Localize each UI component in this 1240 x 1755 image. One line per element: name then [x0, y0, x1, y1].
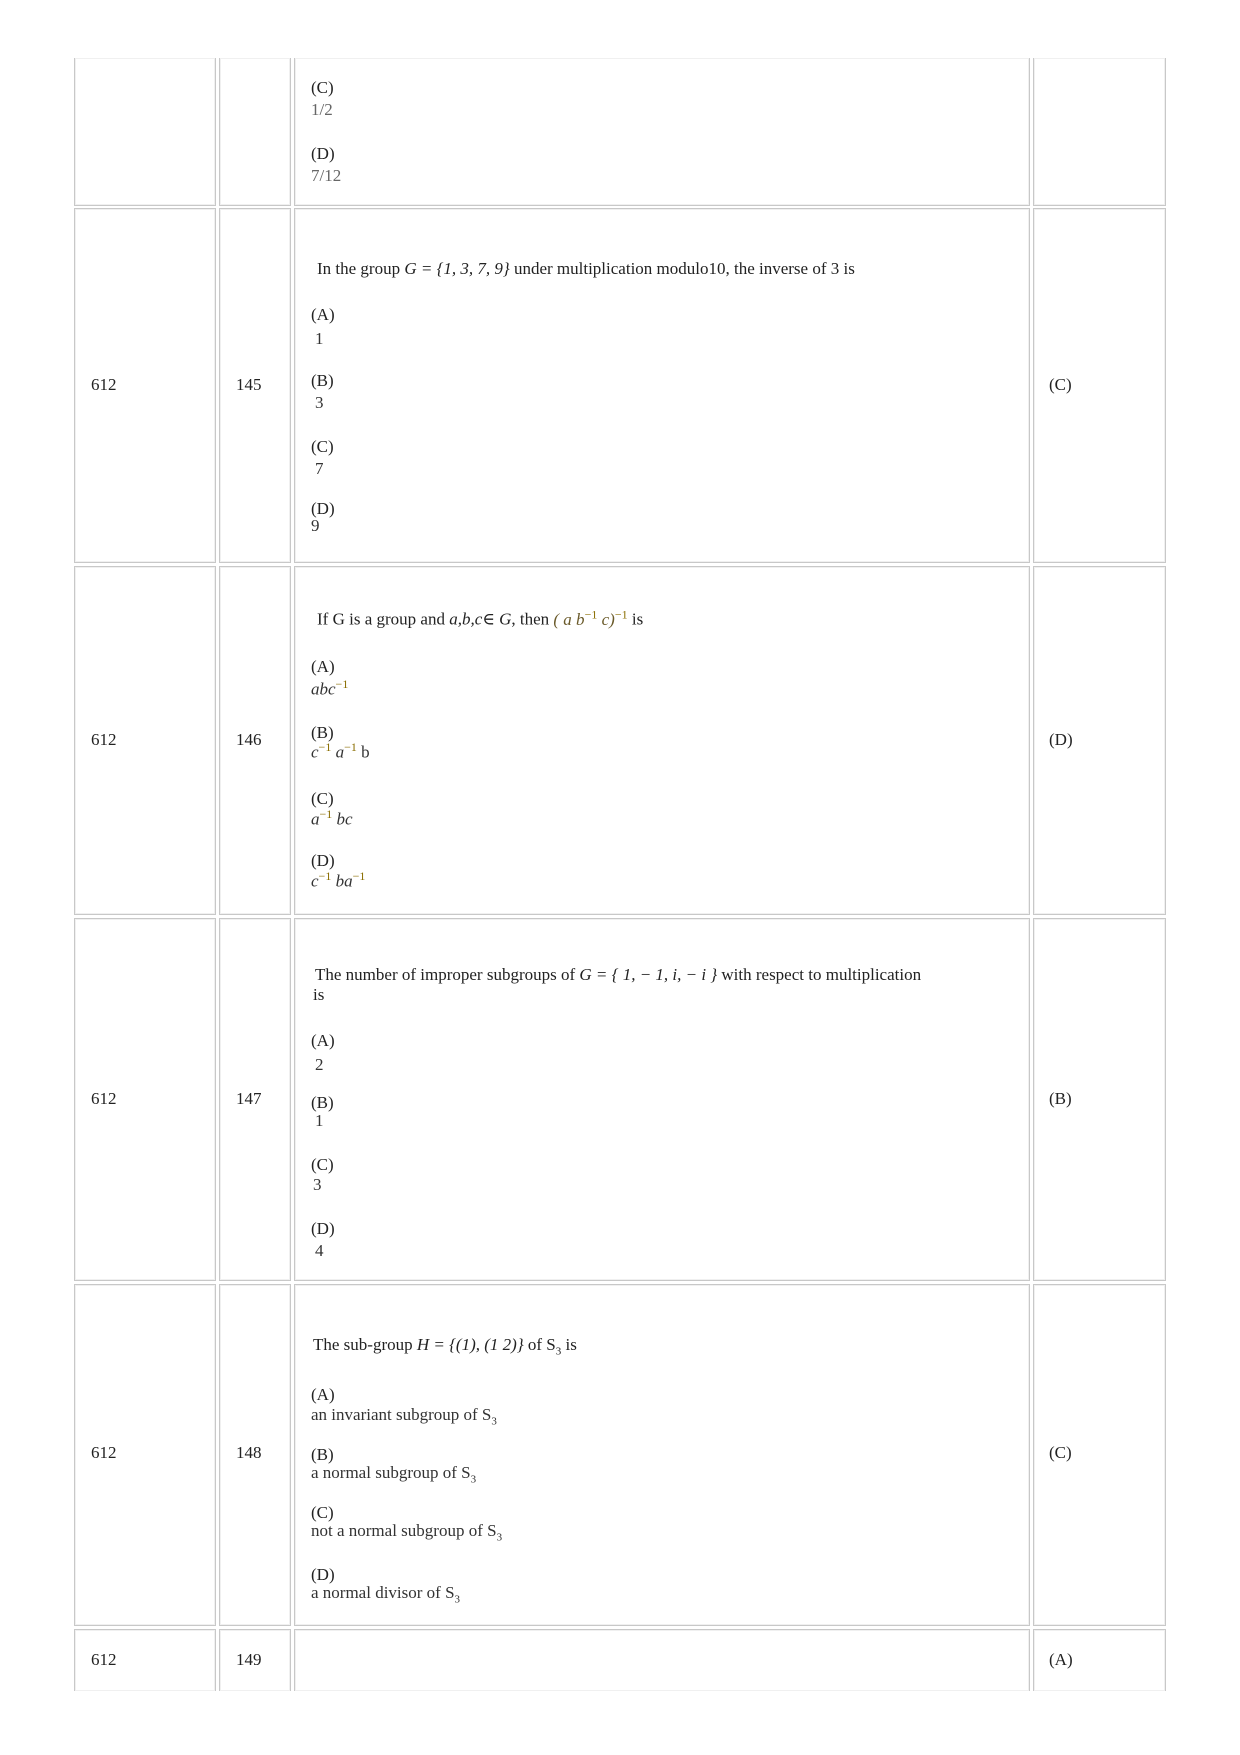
option-label: (C) — [311, 789, 334, 808]
row149-question-cell — [294, 1629, 1030, 1691]
row148-code-cell — [74, 1284, 216, 1626]
value-part: ba — [335, 871, 353, 891]
row146-code-cell — [74, 566, 216, 915]
option-value — [311, 1521, 502, 1543]
option-label: (C) — [311, 1503, 334, 1522]
row147-question-cell — [294, 918, 1030, 1281]
value-part: a normal subgroup of S — [311, 1463, 471, 1482]
row148-answer-cell — [1033, 1284, 1166, 1626]
value-sup: −1 — [319, 807, 333, 821]
option-value: 1/2 — [311, 100, 333, 119]
row145-question-cell — [294, 208, 1030, 563]
question-number: 148 — [236, 1443, 262, 1462]
option-value: 1 — [315, 1111, 324, 1130]
value-part: abc — [311, 679, 336, 699]
question-code: 612 — [91, 375, 117, 394]
question-pre: If G is a group and — [317, 609, 445, 629]
question-math: G = { 1, − 1, i, − i } — [579, 965, 718, 984]
row145-number-cell — [219, 208, 291, 563]
value-part: an invariant subgroup of S — [311, 1405, 492, 1424]
question-text — [313, 1335, 577, 1357]
option-value: 3 — [313, 1175, 322, 1194]
value-sup: −1 — [318, 869, 332, 883]
question-mid: , then — [511, 609, 550, 629]
question-sub: 3 — [555, 1345, 562, 1358]
row147-code-cell — [74, 918, 216, 1281]
question-code: 612 — [91, 1650, 117, 1669]
option-value — [311, 1405, 497, 1427]
answer-key: (C) — [1049, 1443, 1072, 1462]
question-math: H = {(1), (1 2)} — [416, 1335, 524, 1354]
option-value — [311, 869, 365, 892]
row149-answer-cell — [1033, 1629, 1166, 1691]
question-line2: is — [313, 985, 325, 1004]
question-pre: The number of improper subgroups of — [315, 965, 576, 984]
question-text — [317, 607, 643, 630]
value-part: a normal divisor of S — [311, 1583, 455, 1602]
question-code: 612 — [91, 730, 117, 749]
answer-key: (C) — [1049, 375, 1072, 394]
option-value: 1 — [315, 329, 324, 348]
value-part: b — [361, 742, 370, 762]
value-sub: 3 — [454, 1593, 461, 1606]
option-value: 2 — [315, 1055, 324, 1074]
row145-code-cell — [74, 208, 216, 563]
row149-code-cell — [74, 1629, 216, 1691]
question-number: 146 — [236, 730, 262, 749]
question-number: 147 — [236, 1089, 262, 1108]
question-pre: In the group — [317, 259, 401, 278]
question-number: 149 — [236, 1650, 262, 1669]
row0-answer-cell — [1033, 58, 1166, 206]
row148-question-cell — [294, 1284, 1030, 1626]
row0-number-cell — [219, 58, 291, 206]
row146-question-cell — [294, 566, 1030, 915]
option-value: 9 — [311, 516, 320, 535]
question-code: 612 — [91, 1443, 117, 1462]
option-label: (B) — [311, 1093, 334, 1112]
option-value — [311, 677, 348, 700]
row149-number-cell — [219, 1629, 291, 1691]
row0-code-cell — [74, 58, 216, 206]
value-sup: −1 — [352, 869, 366, 883]
expr-part: ( a b — [553, 609, 585, 629]
value-part: a — [335, 742, 345, 762]
row145-answer-cell — [1033, 208, 1166, 563]
question-code: 612 — [91, 1089, 117, 1108]
row146-number-cell — [219, 566, 291, 915]
expr-sup: −1 — [614, 607, 628, 621]
option-value: 7/12 — [311, 166, 342, 185]
question-text — [315, 965, 921, 985]
option-label: (C) — [311, 1155, 334, 1174]
option-label: (B) — [311, 723, 334, 742]
answer-key: (B) — [1049, 1089, 1072, 1108]
option-label: (B) — [311, 1445, 334, 1464]
question-math: a,b,c∈ G — [449, 609, 512, 629]
option-label: (A) — [311, 305, 335, 324]
answer-key: (A) — [1049, 1650, 1073, 1669]
question-post: of S — [527, 1335, 556, 1354]
option-value: 4 — [315, 1241, 324, 1260]
value-sup: −1 — [318, 740, 332, 754]
option-label: (A) — [311, 1385, 335, 1404]
option-label: (D) — [311, 499, 335, 518]
row0-question-cell — [294, 58, 1030, 206]
option-label: (B) — [311, 371, 334, 390]
value-part: bc — [336, 809, 353, 829]
expr-part: c) — [601, 609, 615, 629]
question-number: 145 — [236, 375, 262, 394]
row147-number-cell — [219, 918, 291, 1281]
option-label: (D) — [311, 851, 335, 870]
option-label: (C) — [311, 437, 334, 456]
value-sub: 3 — [470, 1473, 477, 1486]
question-expression — [553, 607, 628, 629]
question-post: with respect to multiplication — [721, 965, 922, 984]
value-part: not a normal subgroup of S — [311, 1521, 497, 1540]
answer-key: (D) — [1049, 730, 1073, 749]
option-label: (A) — [311, 1031, 335, 1050]
question-end: is — [565, 1335, 577, 1354]
row146-answer-cell — [1033, 566, 1166, 915]
value-sup: −1 — [335, 677, 349, 691]
option-value — [311, 1583, 460, 1605]
value-part: a — [311, 809, 320, 829]
expr-sup: −1 — [584, 607, 598, 621]
option-label: (D) — [311, 1219, 335, 1238]
question-post: under multiplication modulo10, the inverse of 3 is — [513, 259, 855, 278]
value-sub: 3 — [491, 1415, 497, 1428]
value-sub: 3 — [496, 1531, 503, 1544]
value-part: c — [311, 742, 319, 762]
row148-number-cell — [219, 1284, 291, 1626]
option-value: 7 — [315, 459, 324, 478]
row147-answer-cell — [1033, 918, 1166, 1281]
option-label: (D) — [311, 1565, 335, 1584]
option-value — [311, 1463, 476, 1485]
option-value — [311, 740, 370, 763]
option-value: 3 — [315, 393, 324, 412]
question-post: is — [631, 609, 644, 629]
option-label: (A) — [311, 657, 335, 676]
question-text — [317, 259, 855, 279]
option-value — [311, 807, 353, 830]
value-sup: −1 — [344, 740, 357, 754]
value-part: c — [311, 871, 319, 891]
question-math: G = {1, 3, 7, 9} — [404, 259, 510, 278]
option-label: (D) — [311, 144, 335, 163]
option-label: (C) — [311, 78, 334, 97]
question-pre: The sub-group — [313, 1335, 413, 1354]
